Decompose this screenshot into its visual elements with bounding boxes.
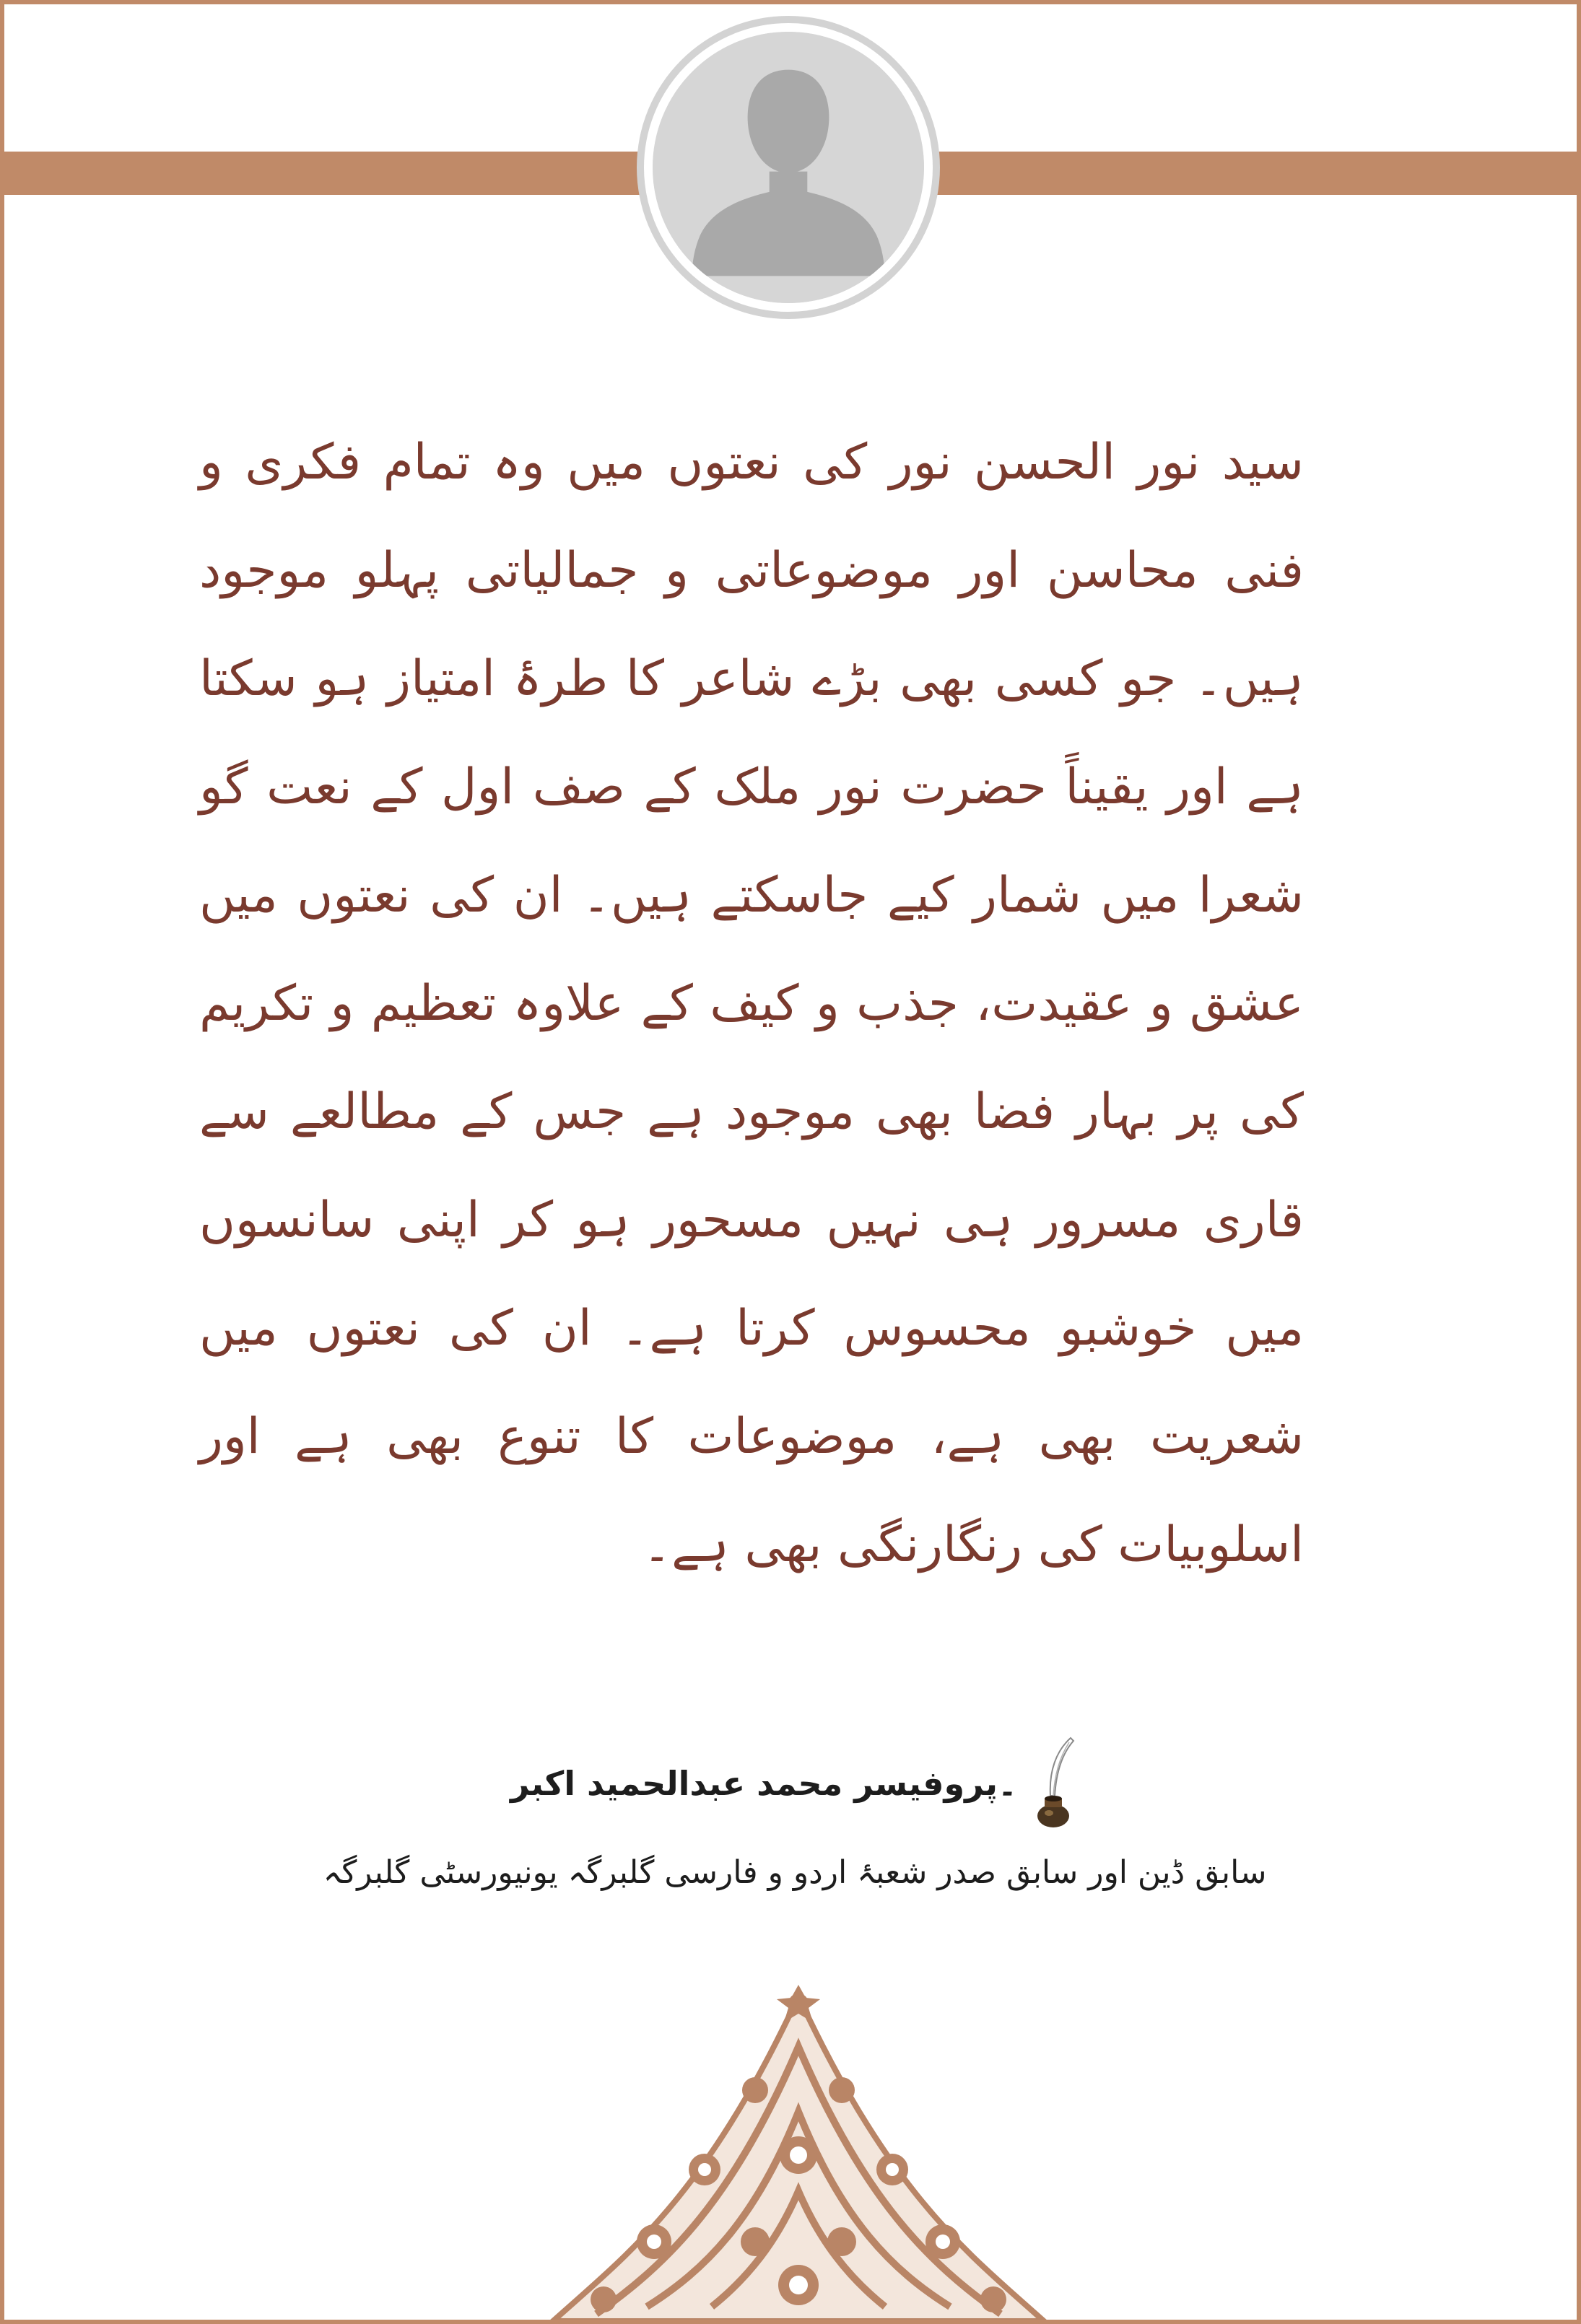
person-silhouette-icon [653,32,924,303]
author-designation: سابق ڈین اور سابق صدر شعبۂ اردو و فارسی گلبرگہ یونیورسٹی گلبرگہ [323,1854,1267,1891]
quill-inkpot-icon [1027,1737,1079,1830]
avatar [644,23,933,312]
floral-ornament [539,1982,1058,2324]
article-paragraph: سید نور الحسن نور کی نعتوں میں وہ تمام فکری و فنی محاسن اور موضوعاتی و جمالیاتی پہلو موجود ہیں۔ جو کسی بھی بڑے شاعر کا طرۂ امتیاز ہو سکتا ہے اور یقیناً حضرت نور ملک کے صف اول کے نعت گو شعرا میں شمار کیے جاسکتے ہیں۔ ان کی نعتوں میں عشق و عقیدت، جذب و کیف کے علاوہ تعظیم و تکریم کی پر بہار فضا بھی موجود ہے جس کے مطالعے سے قاری مسرور ہی نہیں مسحور ہو کر اپنی سانسوں میں خوشبو محسوس کرتا ہے۔ ان کی نعتوں میں شعریت بھی ہے، موضوعات کا تنوع بھی ہے اور اسلوبیات کی رنگارنگی بھی ہے۔ [199,434,1304,1573]
author-name: ۔پروفیسر محمد عبدالحمید اکبر [510,1764,1017,1803]
author-line [510,1737,1079,1830]
signature-block [221,1737,1369,1905]
